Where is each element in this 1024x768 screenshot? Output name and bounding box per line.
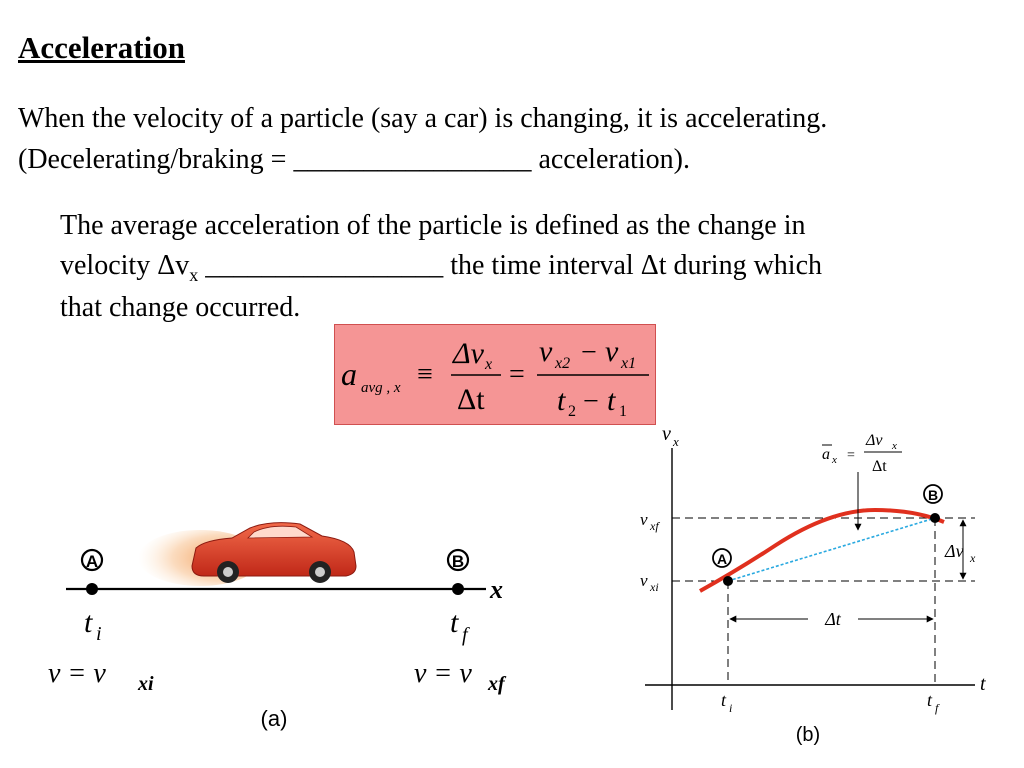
slide-title: Acceleration: [18, 30, 185, 65]
formula-den2-a-sub: 2: [568, 403, 576, 420]
point-a-label: A: [85, 552, 99, 571]
formula-num2-b: v: [605, 335, 619, 368]
formula-a-subscript: avg , x: [361, 380, 401, 396]
velocity-initial-label: v = v: [48, 658, 106, 689]
delta-vx-label: Δv: [945, 541, 964, 561]
vxf-sub: xf: [650, 519, 659, 533]
slope-num: Δv: [866, 432, 883, 449]
figure-b: [640, 423, 986, 746]
t-axis-label: t: [980, 673, 986, 695]
point-b-label: B: [451, 552, 465, 571]
delta-vx-sub: x: [970, 551, 976, 565]
point-b-dot: [452, 583, 464, 595]
ti-label: t: [721, 690, 727, 710]
velocity-curve: [700, 510, 944, 591]
t-final-sub: f: [462, 624, 468, 646]
vxi-label: v: [640, 571, 648, 590]
formula-minus-2: −: [583, 386, 599, 417]
point-b-dot-b: [930, 513, 940, 523]
point-b-label-b: B: [927, 487, 939, 503]
delta-t-label: Δt: [825, 609, 841, 629]
t-initial-sub: i: [96, 623, 102, 645]
formula-equals: =: [509, 359, 525, 390]
definition-line-3: that change occurred.: [60, 292, 301, 323]
definition-line-1: The average acceleration of the particle is defined as the change in: [60, 210, 806, 241]
figure-a: [48, 523, 507, 731]
intro-line-2: (Decelerating/braking = _________________ acceleration).: [18, 144, 690, 175]
vxf-label: v: [640, 510, 648, 529]
slope-num-sub: x: [892, 440, 897, 452]
point-a-label-b: A: [716, 551, 728, 567]
formula-den2-a: t: [557, 384, 566, 417]
formula-den2-b: t: [607, 384, 616, 417]
intro-line-1: When the velocity of a particle (say a car) is changing, it is accelerating.: [18, 103, 828, 134]
formula-num1: Δv: [453, 337, 484, 370]
point-a-dot-b: [723, 576, 733, 586]
slope-a-label: a: [822, 446, 830, 463]
velocity-initial-sub: xi: [138, 673, 154, 695]
formula-a: a: [341, 356, 357, 392]
car-icon: [138, 523, 356, 586]
vxi-sub: xi: [650, 580, 659, 594]
formula-minus-1: −: [581, 337, 597, 368]
figure-a-caption: (a): [260, 706, 288, 731]
v-axis-sub: x: [673, 434, 679, 449]
formula-num2-a-sub: x2: [555, 355, 571, 372]
formula-den1: Δt: [457, 383, 485, 416]
point-a-dot: [86, 583, 98, 595]
tf-label: t: [927, 690, 933, 710]
tf-sub: f: [935, 701, 939, 715]
average-slope-chord: [728, 518, 935, 581]
formula-num2-a: v: [539, 335, 553, 368]
delta-v-text: velocity Δv: [60, 250, 190, 281]
velocity-final-label: v = v: [414, 658, 472, 689]
formula-den2-b-sub: 1: [619, 403, 627, 420]
t-initial-label: t: [84, 606, 93, 639]
figure-b-caption: (b): [795, 724, 821, 746]
slope-a-sub: x: [832, 454, 837, 466]
v-axis-label: v: [662, 423, 671, 445]
slope-equals: =: [847, 448, 855, 463]
position-axis-label: x: [490, 575, 503, 604]
delta-v-subscript: x: [189, 265, 199, 285]
formula-num2-b-sub: x1: [621, 355, 637, 372]
ti-sub: i: [729, 701, 733, 715]
slope-den: Δt: [872, 458, 887, 475]
t-final-label: t: [450, 606, 459, 639]
formula-equiv: ≡: [417, 359, 433, 390]
velocity-final-sub: xf: [488, 673, 505, 695]
formula-num1-sub: x: [485, 356, 493, 373]
definition-line-2-rest: _________________ the time interval Δt during which: [198, 250, 823, 281]
